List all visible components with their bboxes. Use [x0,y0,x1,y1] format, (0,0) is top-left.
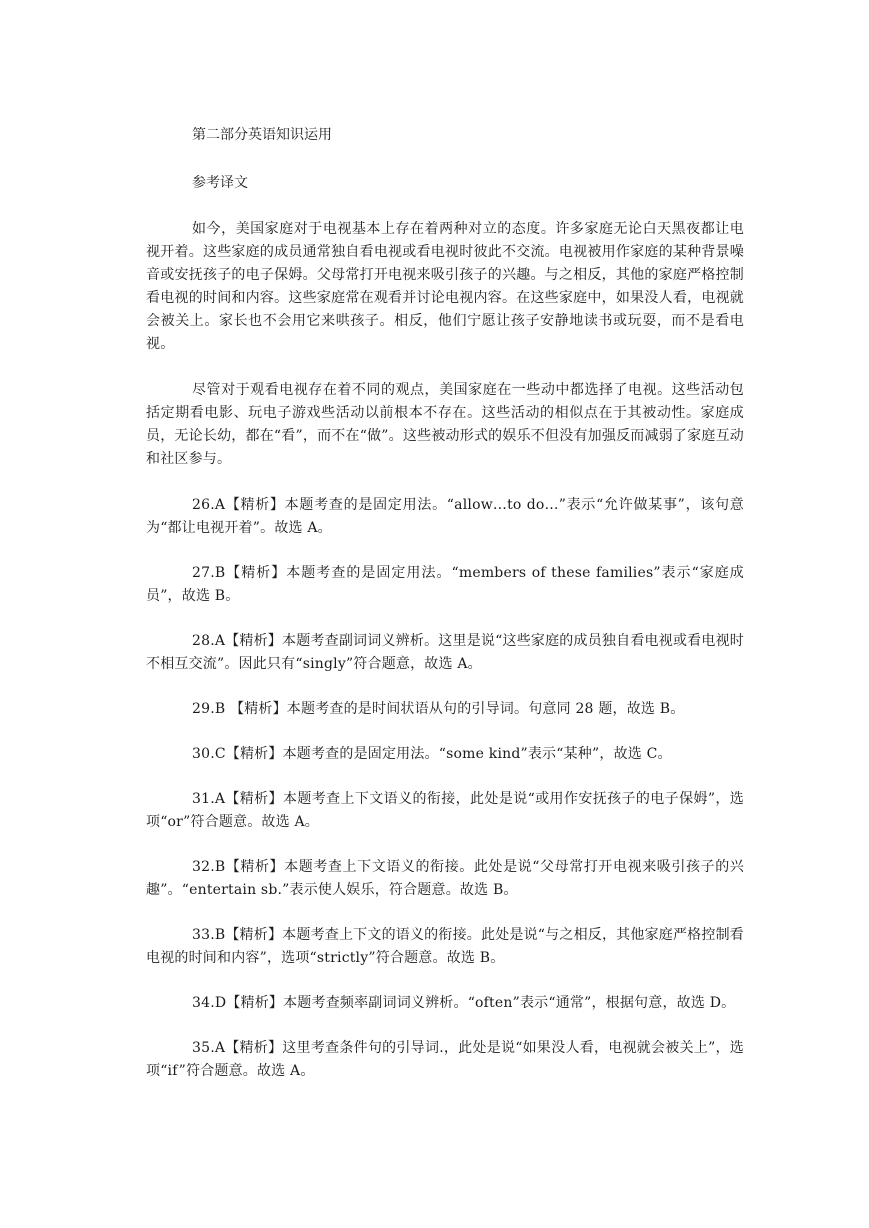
answer-33: 33.B【精析】本题考查上下文的语义的衔接。此处是说“与之相反，其他家庭严格控制看电视的时间和内容”，选项“strictly”符合题意。故选 B。 [146,927,744,966]
answer-30: 30.C【精析】本题考查的是固定用法。“some kind”表示“某种”，故选 C。 [192,746,672,762]
section-title: 第二部分英语知识运用 [192,127,332,143]
translation-paragraph-2: 尽管对于观看电视存在着不同的观点，美国家庭在一些动中都选择了电视。这些活动包括定期看电影、玩电子游戏些活动以前根本不存在。这些活动的相似点在于其被动性。家庭成员，无论长幼，都在“看”，而不在“做”。这些被动形式的娱乐不但没有加强反而减弱了家庭互动和社区参与。 [146,382,744,467]
answer-31: 31.A【精析】本题考查上下文语义的衔接，此处是说“或用作安抚孩子的电子保姆”，选项“or”符合题意。故选 A。 [146,791,744,830]
translation-subtitle: 参考译文 [192,175,248,191]
answer-34: 34.D【精析】本题考查频率副词词义辨析。“often”表示“通常”，根据句意，故选 D。 [192,995,736,1011]
answer-35: 35.A【精析】这里考查条件句的引导词.，此处是说“如果没人看，电视就会被关上”，选项“if”符合题意。故选 A。 [146,1040,744,1079]
answer-26: 26.A【精析】本题考查的是固定用法。“allow…to do…”表示“允许做某事”，该句意为“都让电视开着”。故选 A。 [146,497,744,536]
answer-32: 32.B【精析】本题考查上下文语义的衔接。此处是说“父母常打开电视来吸引孩子的兴趣”。“entertain sb.”表示使人娱乐，符合题意。故选 B。 [146,859,744,898]
answer-28: 28.A【精析】本题考查副词词义辨析。这里是说“这些家庭的成员独自看电视或看电视时不相互交流”。因此只有“singly”符合题意，故选 A。 [146,633,744,672]
translation-paragraph-1: 如今，美国家庭对于电视基本上存在着两种对立的态度。许多家庭无论白天黑夜都让电视开着。这些家庭的成员通常独自看电视或看电视时彼此不交流。电视被用作家庭的某种背景噪音或安抚孩子的电子保姆。父母常打开电视来吸引孩子的兴趣。与之相反，其他的家庭严格控制看电视的时间和内容。这些家庭常在观看并讨论电视内容。在这些家庭中，如果没人看，电视就会被关上。家长也不会用它来哄孩子。相反，他们宁愿让孩子安静地读书或玩耍，而不是看电视。 [146,221,744,352]
answer-27: 27.B【精析】本题考查的是固定用法。“members of these families”表示“家庭成员”，故选 B。 [146,565,744,604]
answer-29: 29.B 【精析】本题考查的是时间状语从句的引导词。句意同 28 题，故选 B。 [192,701,685,717]
document-body [146,124,744,1105]
